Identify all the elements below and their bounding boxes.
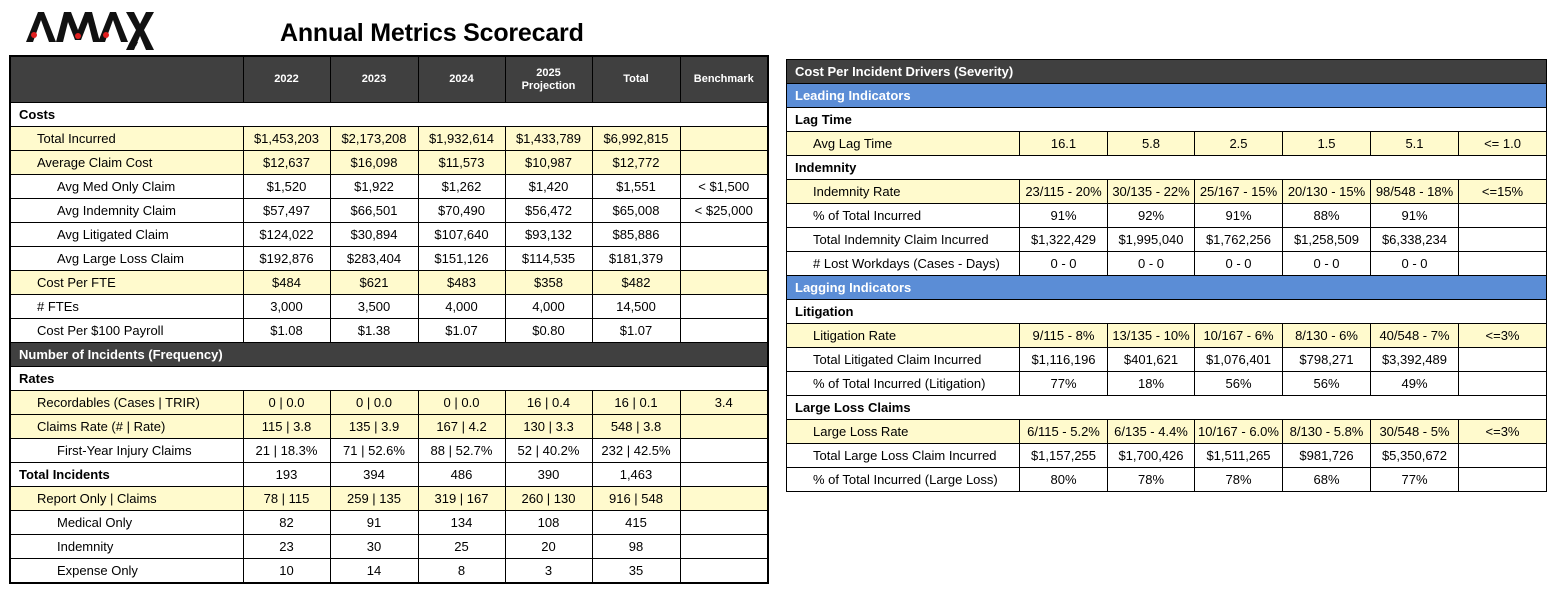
cell-value: 91% xyxy=(1195,204,1283,228)
cell-value: 6/115 - 5.2% xyxy=(1020,420,1108,444)
cell-value: 98 xyxy=(592,535,680,559)
cell-value: 25/167 - 15% xyxy=(1195,180,1283,204)
cell-value: $65,008 xyxy=(592,199,680,223)
cell-value xyxy=(1459,204,1547,228)
cell-value: $1,762,256 xyxy=(1195,228,1283,252)
cell-value: 78 | 115 xyxy=(243,487,330,511)
cell-value: $981,726 xyxy=(1283,444,1371,468)
cell-value: $401,621 xyxy=(1108,348,1195,372)
table-row xyxy=(10,535,768,559)
table-row xyxy=(787,444,1547,468)
cell-value: < $1,500 xyxy=(680,175,768,199)
row-label: Recordables (Cases | TRIR) xyxy=(10,391,243,415)
table-row xyxy=(787,372,1547,396)
cell-value: 0 - 0 xyxy=(1283,252,1371,276)
row-label: Large Loss Rate xyxy=(787,420,1020,444)
cell-value: $1,453,203 xyxy=(243,127,330,151)
cell-value: $6,338,234 xyxy=(1371,228,1459,252)
column-header: Total xyxy=(592,56,680,103)
row-label: Lag Time xyxy=(787,108,1547,132)
cell-value: 30/548 - 5% xyxy=(1371,420,1459,444)
cell-value: $181,379 xyxy=(592,247,680,271)
cell-value xyxy=(680,127,768,151)
table-row xyxy=(10,199,768,223)
cell-value: $2,173,208 xyxy=(330,127,418,151)
row-label: First-Year Injury Claims xyxy=(10,439,243,463)
cell-value: 0 - 0 xyxy=(1371,252,1459,276)
cell-value xyxy=(680,319,768,343)
page-title: Annual Metrics Scorecard xyxy=(280,19,584,47)
cell-value: $1.38 xyxy=(330,319,418,343)
cell-value: <=15% xyxy=(1459,180,1547,204)
cell-value: $11,573 xyxy=(418,151,505,175)
cell-value xyxy=(1459,228,1547,252)
row-label: Litigation Rate xyxy=(787,324,1020,348)
cell-value: 115 | 3.8 xyxy=(243,415,330,439)
cell-value: 10/167 - 6.0% xyxy=(1195,420,1283,444)
table-row xyxy=(787,204,1547,228)
cell-value: $1,420 xyxy=(505,175,592,199)
cell-value: $1,157,255 xyxy=(1020,444,1108,468)
section-header xyxy=(10,343,768,367)
cell-value: $1,262 xyxy=(418,175,505,199)
cell-value xyxy=(1459,444,1547,468)
cell-value: 193 xyxy=(243,463,330,487)
cell-value: 5.1 xyxy=(1371,132,1459,156)
row-label: Cost Per Incident Drivers (Severity) xyxy=(787,60,1547,84)
cell-value: $57,497 xyxy=(243,199,330,223)
row-label: Total Large Loss Claim Incurred xyxy=(787,444,1020,468)
table-row xyxy=(787,252,1547,276)
cell-value: $1,922 xyxy=(330,175,418,199)
cell-value: $151,126 xyxy=(418,247,505,271)
row-label: Total Indemnity Claim Incurred xyxy=(787,228,1020,252)
table-row xyxy=(10,487,768,511)
row-label: Average Claim Cost xyxy=(10,151,243,175)
cell-value: $484 xyxy=(243,271,330,295)
row-label: Costs xyxy=(10,103,768,127)
cell-value xyxy=(680,223,768,247)
cell-value xyxy=(1459,468,1547,492)
row-label: # Lost Workdays (Cases - Days) xyxy=(787,252,1020,276)
cell-value: 30/135 - 22% xyxy=(1108,180,1195,204)
cell-value: $16,098 xyxy=(330,151,418,175)
cell-value: 77% xyxy=(1371,468,1459,492)
cell-value: 80% xyxy=(1020,468,1108,492)
cell-value xyxy=(680,247,768,271)
cell-value: <= 1.0 xyxy=(1459,132,1547,156)
cell-value: 10 xyxy=(243,559,330,583)
cell-value: $1.08 xyxy=(243,319,330,343)
row-label: Avg Large Loss Claim xyxy=(10,247,243,271)
cell-value: 98/548 - 18% xyxy=(1371,180,1459,204)
table-row xyxy=(787,468,1547,492)
cell-value: $1,258,509 xyxy=(1283,228,1371,252)
table-row xyxy=(10,247,768,271)
subsection-header xyxy=(787,396,1547,420)
table-row xyxy=(10,391,768,415)
cell-value xyxy=(680,511,768,535)
subsection-header xyxy=(787,156,1547,180)
row-label: Lagging Indicators xyxy=(787,276,1547,300)
cell-value: 20 xyxy=(505,535,592,559)
cell-value: 0 - 0 xyxy=(1195,252,1283,276)
cell-value: $12,637 xyxy=(243,151,330,175)
cell-value xyxy=(1459,348,1547,372)
cell-value: 1,463 xyxy=(592,463,680,487)
cell-value: 56% xyxy=(1283,372,1371,396)
table-row xyxy=(787,324,1547,348)
cell-value: 394 xyxy=(330,463,418,487)
cell-value: 8 xyxy=(418,559,505,583)
cell-value: 78% xyxy=(1195,468,1283,492)
cell-value: $66,501 xyxy=(330,199,418,223)
cell-value: 20/130 - 15% xyxy=(1283,180,1371,204)
row-label: Indemnity xyxy=(787,156,1547,180)
cell-value: 78% xyxy=(1108,468,1195,492)
row-label: Number of Incidents (Frequency) xyxy=(10,343,768,367)
row-label: Avg Med Only Claim xyxy=(10,175,243,199)
cell-value: 13/135 - 10% xyxy=(1108,324,1195,348)
cell-value: 49% xyxy=(1371,372,1459,396)
row-label: Claims Rate (# | Rate) xyxy=(10,415,243,439)
cell-value: 6/135 - 4.4% xyxy=(1108,420,1195,444)
table-row xyxy=(10,463,768,487)
severity-drivers-table xyxy=(786,59,1547,492)
cell-value: 260 | 130 xyxy=(505,487,592,511)
cell-value: < $25,000 xyxy=(680,199,768,223)
table-row xyxy=(10,271,768,295)
cell-value: $192,876 xyxy=(243,247,330,271)
table-row xyxy=(10,223,768,247)
cell-value: 71 | 52.6% xyxy=(330,439,418,463)
cell-value: 259 | 135 xyxy=(330,487,418,511)
cell-value xyxy=(680,559,768,583)
subsection-header xyxy=(10,367,768,391)
row-label: Total Litigated Claim Incurred xyxy=(787,348,1020,372)
row-label: Avg Lag Time xyxy=(787,132,1020,156)
table-row xyxy=(787,348,1547,372)
cell-value: $1,700,426 xyxy=(1108,444,1195,468)
row-label: Avg Litigated Claim xyxy=(10,223,243,247)
column-header xyxy=(10,56,243,103)
cell-value: $85,886 xyxy=(592,223,680,247)
cell-value: $124,022 xyxy=(243,223,330,247)
column-header: 2025 Projection xyxy=(505,56,592,103)
cell-value: $798,271 xyxy=(1283,348,1371,372)
row-label: Medical Only xyxy=(10,511,243,535)
cell-value: 167 | 4.2 xyxy=(418,415,505,439)
cell-value: 390 xyxy=(505,463,592,487)
cell-value: <=3% xyxy=(1459,420,1547,444)
cell-value: 9/115 - 8% xyxy=(1020,324,1108,348)
table-row xyxy=(787,132,1547,156)
row-label: Leading Indicators xyxy=(787,84,1547,108)
cell-value xyxy=(680,535,768,559)
cell-value: $10,987 xyxy=(505,151,592,175)
row-label: Avg Indemnity Claim xyxy=(10,199,243,223)
cell-value xyxy=(680,151,768,175)
cell-value: $482 xyxy=(592,271,680,295)
cell-value: 3,000 xyxy=(243,295,330,319)
cell-value: $1,551 xyxy=(592,175,680,199)
cell-value: $358 xyxy=(505,271,592,295)
cell-value xyxy=(1459,372,1547,396)
cell-value: 4,000 xyxy=(418,295,505,319)
row-label: Cost Per FTE xyxy=(10,271,243,295)
cell-value: $5,350,672 xyxy=(1371,444,1459,468)
cell-value: 232 | 42.5% xyxy=(592,439,680,463)
cell-value: $1,322,429 xyxy=(1020,228,1108,252)
row-label: Total Incurred xyxy=(10,127,243,151)
table-row xyxy=(10,295,768,319)
cell-value: $1,433,789 xyxy=(505,127,592,151)
cell-value: 88 | 52.7% xyxy=(418,439,505,463)
cell-value: 415 xyxy=(592,511,680,535)
cell-value: $93,132 xyxy=(505,223,592,247)
cell-value: 1.5 xyxy=(1283,132,1371,156)
cell-value: 56% xyxy=(1195,372,1283,396)
cell-value: 4,000 xyxy=(505,295,592,319)
row-label: Cost Per $100 Payroll xyxy=(10,319,243,343)
cell-value: 23/115 - 20% xyxy=(1020,180,1108,204)
column-header: 2024 xyxy=(418,56,505,103)
subsection-header xyxy=(10,103,768,127)
cell-value xyxy=(680,271,768,295)
cell-value: 18% xyxy=(1108,372,1195,396)
cell-value: 16 | 0.4 xyxy=(505,391,592,415)
cell-value: 82 xyxy=(243,511,330,535)
row-label: % of Total Incurred (Litigation) xyxy=(787,372,1020,396)
cell-value: $30,894 xyxy=(330,223,418,247)
row-label: % of Total Incurred (Large Loss) xyxy=(787,468,1020,492)
cell-value xyxy=(1459,252,1547,276)
table-row xyxy=(10,151,768,175)
row-label: Indemnity Rate xyxy=(787,180,1020,204)
table-row xyxy=(10,559,768,583)
cell-value: 0 | 0.0 xyxy=(418,391,505,415)
cell-value: $1.07 xyxy=(592,319,680,343)
cell-value: 88% xyxy=(1283,204,1371,228)
cell-value: 92% xyxy=(1108,204,1195,228)
cell-value: $12,772 xyxy=(592,151,680,175)
cell-value: 319 | 167 xyxy=(418,487,505,511)
row-label: Expense Only xyxy=(10,559,243,583)
row-label: Indemnity xyxy=(10,535,243,559)
table-row xyxy=(787,420,1547,444)
table-row xyxy=(10,175,768,199)
cell-value: $283,404 xyxy=(330,247,418,271)
cell-value xyxy=(680,295,768,319)
cell-value: $1,511,265 xyxy=(1195,444,1283,468)
cell-value: 52 | 40.2% xyxy=(505,439,592,463)
cell-value: 135 | 3.9 xyxy=(330,415,418,439)
subsection-header xyxy=(787,108,1547,132)
cell-value xyxy=(680,415,768,439)
cell-value: $56,472 xyxy=(505,199,592,223)
cell-value: 16.1 xyxy=(1020,132,1108,156)
cell-value: 2.5 xyxy=(1195,132,1283,156)
cell-value: 134 xyxy=(418,511,505,535)
table-row xyxy=(10,127,768,151)
cell-value: 3 xyxy=(505,559,592,583)
table-row xyxy=(10,511,768,535)
row-label: Report Only | Claims xyxy=(10,487,243,511)
cell-value: 91% xyxy=(1020,204,1108,228)
cell-value: 0 - 0 xyxy=(1020,252,1108,276)
cell-value: 40/548 - 7% xyxy=(1371,324,1459,348)
cell-value: 8/130 - 6% xyxy=(1283,324,1371,348)
cell-value: $1,932,614 xyxy=(418,127,505,151)
cell-value: 35 xyxy=(592,559,680,583)
cell-value: 0 | 0.0 xyxy=(243,391,330,415)
cell-value xyxy=(680,463,768,487)
cell-value: 5.8 xyxy=(1108,132,1195,156)
table-row xyxy=(10,319,768,343)
cell-value xyxy=(680,487,768,511)
amaxx-logo xyxy=(26,6,160,52)
cell-value: $6,992,815 xyxy=(592,127,680,151)
cell-value: 91 xyxy=(330,511,418,535)
cell-value: 14,500 xyxy=(592,295,680,319)
cell-value xyxy=(680,439,768,463)
cell-value: 14 xyxy=(330,559,418,583)
table-row xyxy=(10,415,768,439)
indicator-header xyxy=(787,84,1547,108)
cell-value: $70,490 xyxy=(418,199,505,223)
row-label: # FTEs xyxy=(10,295,243,319)
cell-value: $1,520 xyxy=(243,175,330,199)
column-header: 2022 xyxy=(243,56,330,103)
cell-value: 30 xyxy=(330,535,418,559)
indicator-header xyxy=(787,276,1547,300)
cell-value: 25 xyxy=(418,535,505,559)
column-header: 2023 xyxy=(330,56,418,103)
cell-value: $1,116,196 xyxy=(1020,348,1108,372)
cell-value: $0.80 xyxy=(505,319,592,343)
cell-value: $483 xyxy=(418,271,505,295)
cell-value: $3,392,489 xyxy=(1371,348,1459,372)
cell-value: 10/167 - 6% xyxy=(1195,324,1283,348)
cell-value: $114,535 xyxy=(505,247,592,271)
row-label: Total Incidents xyxy=(10,463,243,487)
cell-value: 0 - 0 xyxy=(1108,252,1195,276)
row-label: Rates xyxy=(10,367,768,391)
cell-value: 548 | 3.8 xyxy=(592,415,680,439)
cell-value: 23 xyxy=(243,535,330,559)
cell-value: $107,640 xyxy=(418,223,505,247)
cell-value: $1,076,401 xyxy=(1195,348,1283,372)
cell-value: 68% xyxy=(1283,468,1371,492)
cell-value: 21 | 18.3% xyxy=(243,439,330,463)
cell-value: 916 | 548 xyxy=(592,487,680,511)
cell-value: 8/130 - 5.8% xyxy=(1283,420,1371,444)
column-header: Benchmark xyxy=(680,56,768,103)
cell-value: 130 | 3.3 xyxy=(505,415,592,439)
subsection-header xyxy=(787,300,1547,324)
cell-value: 3.4 xyxy=(680,391,768,415)
cell-value: 0 | 0.0 xyxy=(330,391,418,415)
cell-value: $1,995,040 xyxy=(1108,228,1195,252)
row-label: Large Loss Claims xyxy=(787,396,1547,420)
cell-value: 91% xyxy=(1371,204,1459,228)
cell-value: 77% xyxy=(1020,372,1108,396)
cell-value: 16 | 0.1 xyxy=(592,391,680,415)
table-row xyxy=(10,439,768,463)
table-row xyxy=(787,180,1547,204)
cell-value: 108 xyxy=(505,511,592,535)
cell-value: 486 xyxy=(418,463,505,487)
annual-metrics-table xyxy=(9,55,769,584)
cell-value: <=3% xyxy=(1459,324,1547,348)
cell-value: $1.07 xyxy=(418,319,505,343)
table-row xyxy=(787,228,1547,252)
row-label: Litigation xyxy=(787,300,1547,324)
cell-value: 3,500 xyxy=(330,295,418,319)
row-label: % of Total Incurred xyxy=(787,204,1020,228)
cell-value: $621 xyxy=(330,271,418,295)
section-header xyxy=(787,60,1547,84)
